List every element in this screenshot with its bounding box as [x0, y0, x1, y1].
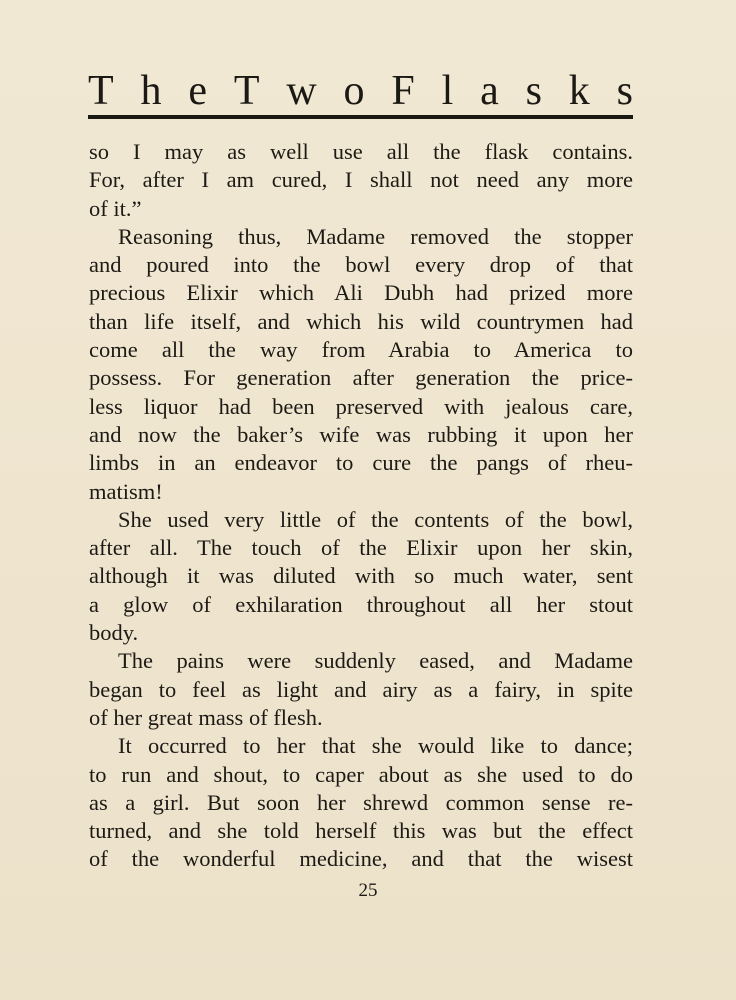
text-line: and now the baker’s wife was rubbing it upon her [89, 421, 633, 447]
body-text [89, 138, 633, 874]
text-line: For, after I am cured, I shall not need any more [89, 167, 633, 193]
text-line: come all the way from Arabia to America to [89, 337, 633, 363]
text-line: body. [89, 620, 139, 646]
text-line: It occurred to her that she would like to dance; [118, 733, 633, 759]
text-line: of it.” [89, 195, 142, 221]
text-line: matism! [89, 478, 163, 504]
text-line: limbs in an endeavor to cure the pangs of rheu- [89, 450, 633, 476]
text-line: a glow of exhilaration throughout all her stout [89, 591, 633, 617]
running-head-letter: k [568, 68, 590, 114]
running-head [88, 66, 633, 116]
running-head-letter: F [391, 68, 415, 114]
running-head-letter: a [480, 68, 499, 114]
text-line: of her great mass of flesh. [89, 704, 323, 730]
text-line: precious Elixir which Ali Dubh had prized more [89, 280, 633, 306]
running-head-letter: T [88, 68, 114, 114]
running-head-letter: w [286, 68, 317, 114]
text-line: and poured into the bowl every drop of that [89, 252, 633, 278]
running-head-letter: e [188, 68, 207, 114]
running-head-letter: l [441, 68, 454, 114]
text-line: less liquor had been preserved with jealous care, [89, 393, 633, 419]
text-line: The pains were suddenly eased, and Madame [118, 648, 633, 674]
running-head-letter: T [233, 68, 260, 114]
text-line: possess. For generation after generation the price- [89, 365, 633, 391]
text-line: although it was diluted with so much water, sent [89, 563, 633, 589]
text-line: after all. The touch of the Elixir upon her skin, [89, 535, 633, 561]
text-line: to run and shout, to caper about as she used to do [89, 761, 633, 787]
text-line: so I may as well use all the flask contains. [89, 139, 633, 164]
header-rule [88, 115, 633, 119]
text-line: Reasoning thus, Madame removed the stopper [118, 223, 633, 249]
page-number: 25 [358, 880, 378, 901]
text-line: of the wonderful medicine, and that the wisest [89, 846, 633, 872]
running-head-letter: s [616, 68, 633, 114]
running-head-letter: h [140, 68, 162, 114]
text-line: She used very little of the contents of the bowl, [118, 506, 633, 532]
text-line: began to feel as light and airy as a fairy, in spite [89, 676, 633, 702]
text-line: turned, and she told herself this was but the effect [89, 818, 633, 844]
text-line: as a girl. But soon her shrewd common sense re- [89, 789, 633, 815]
running-head-letter: o [343, 68, 365, 114]
running-head-letter: s [525, 68, 542, 114]
text-line: than life itself, and which his wild countrymen had [89, 308, 633, 334]
